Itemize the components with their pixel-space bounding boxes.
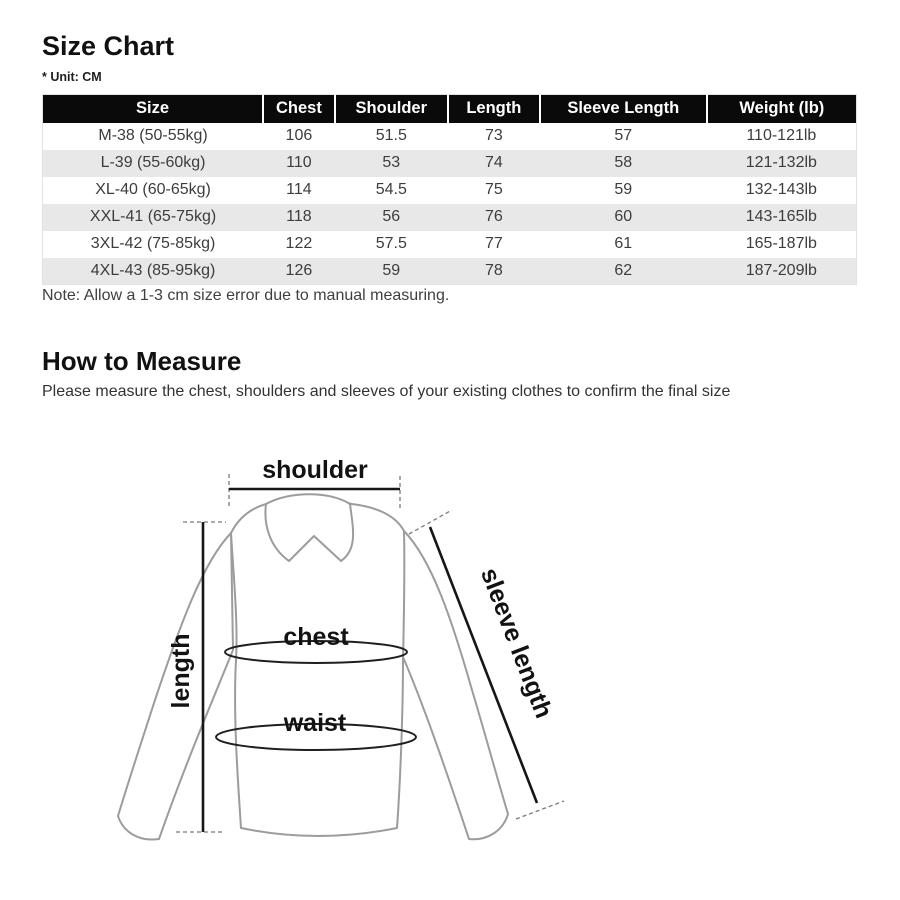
table-row	[43, 231, 857, 258]
size-chart-table	[42, 94, 857, 285]
cell-sleeve: 62	[614, 261, 633, 279]
col-header-chest: Chest	[263, 95, 335, 123]
cell-weight: 132-143lb	[745, 181, 817, 198]
header-row	[43, 95, 857, 123]
page-title: Size Chart	[42, 31, 175, 61]
cell-shoulder: 53	[382, 154, 401, 171]
cell-size: 3XL-42 (75-85kg)	[90, 235, 216, 252]
cell-size: XXL-41 (65-75kg)	[89, 208, 217, 225]
col-header-length: Length	[448, 95, 540, 123]
table-row	[43, 150, 857, 177]
cell-length: 73	[484, 127, 503, 144]
cell-chest: 122	[285, 235, 313, 252]
table-body	[43, 123, 857, 285]
cell-size: XL-40 (60-65kg)	[95, 181, 211, 198]
cell-weight: 121-132lb	[745, 154, 817, 171]
cell-weight: 187-209lb	[745, 261, 817, 279]
cell-shoulder: 54.5	[375, 181, 407, 198]
cell-sleeve: 58	[614, 154, 633, 171]
length-label: length	[167, 633, 195, 709]
col-header-sleeve-length: Sleeve Length	[540, 95, 707, 123]
cell-chest: 106	[285, 127, 313, 144]
cell-size: 4XL-43 (85-95kg)	[90, 261, 216, 279]
measure-section-subtitle: Please measure the chest, shoulders and sleeves of your existing clothes to confirm the final size	[42, 383, 731, 400]
shirt-body	[231, 500, 404, 836]
col-header-size: Size	[43, 95, 264, 123]
cell-length: 75	[484, 181, 503, 198]
cell-length: 74	[484, 154, 503, 171]
cell-shoulder: 51.5	[375, 127, 407, 144]
cell-length: 76	[484, 208, 503, 225]
shoulder-label: shoulder	[262, 456, 368, 484]
measure-section-title: How to Measure	[42, 346, 242, 376]
cell-shoulder: 59	[382, 261, 401, 279]
cell-shoulder: 56	[382, 208, 401, 225]
table-row	[43, 177, 857, 204]
waist-label: waist	[283, 709, 347, 737]
table-row	[43, 258, 857, 285]
table-header	[43, 95, 857, 123]
cell-weight: 165-187lb	[745, 235, 817, 252]
cell-sleeve: 57	[614, 127, 633, 144]
table-row	[43, 204, 857, 231]
table-note: Note: Allow a 1-3 cm size error due to manual measuring.	[42, 287, 450, 304]
cell-chest: 110	[286, 154, 312, 171]
cell-chest: 114	[286, 181, 312, 198]
cell-chest: 126	[285, 261, 313, 279]
sleeve-tick-bottom	[516, 801, 564, 819]
cell-length: 78	[484, 261, 503, 279]
table-row	[43, 123, 857, 150]
cell-chest: 118	[286, 208, 312, 225]
cell-sleeve: 61	[614, 235, 633, 252]
measure-diagram	[55, 425, 615, 900]
cell-weight: 143-165lb	[745, 208, 817, 225]
cell-shoulder: 57.5	[375, 235, 407, 252]
cell-sleeve: 60	[614, 208, 633, 225]
cell-size: L-39 (55-60kg)	[100, 154, 206, 171]
col-header-weight: Weight (lb)	[707, 95, 857, 123]
col-header-shoulder: Shoulder	[335, 95, 448, 123]
chest-label: chest	[283, 623, 349, 651]
cell-weight: 110-121lb	[746, 127, 817, 144]
sleeve-length-label: sleeve length	[475, 564, 558, 723]
unit-note: * Unit: CM	[42, 70, 102, 84]
cell-size: M-38 (50-55kg)	[98, 127, 208, 144]
cell-length: 77	[484, 235, 503, 252]
cell-sleeve: 59	[614, 181, 633, 198]
